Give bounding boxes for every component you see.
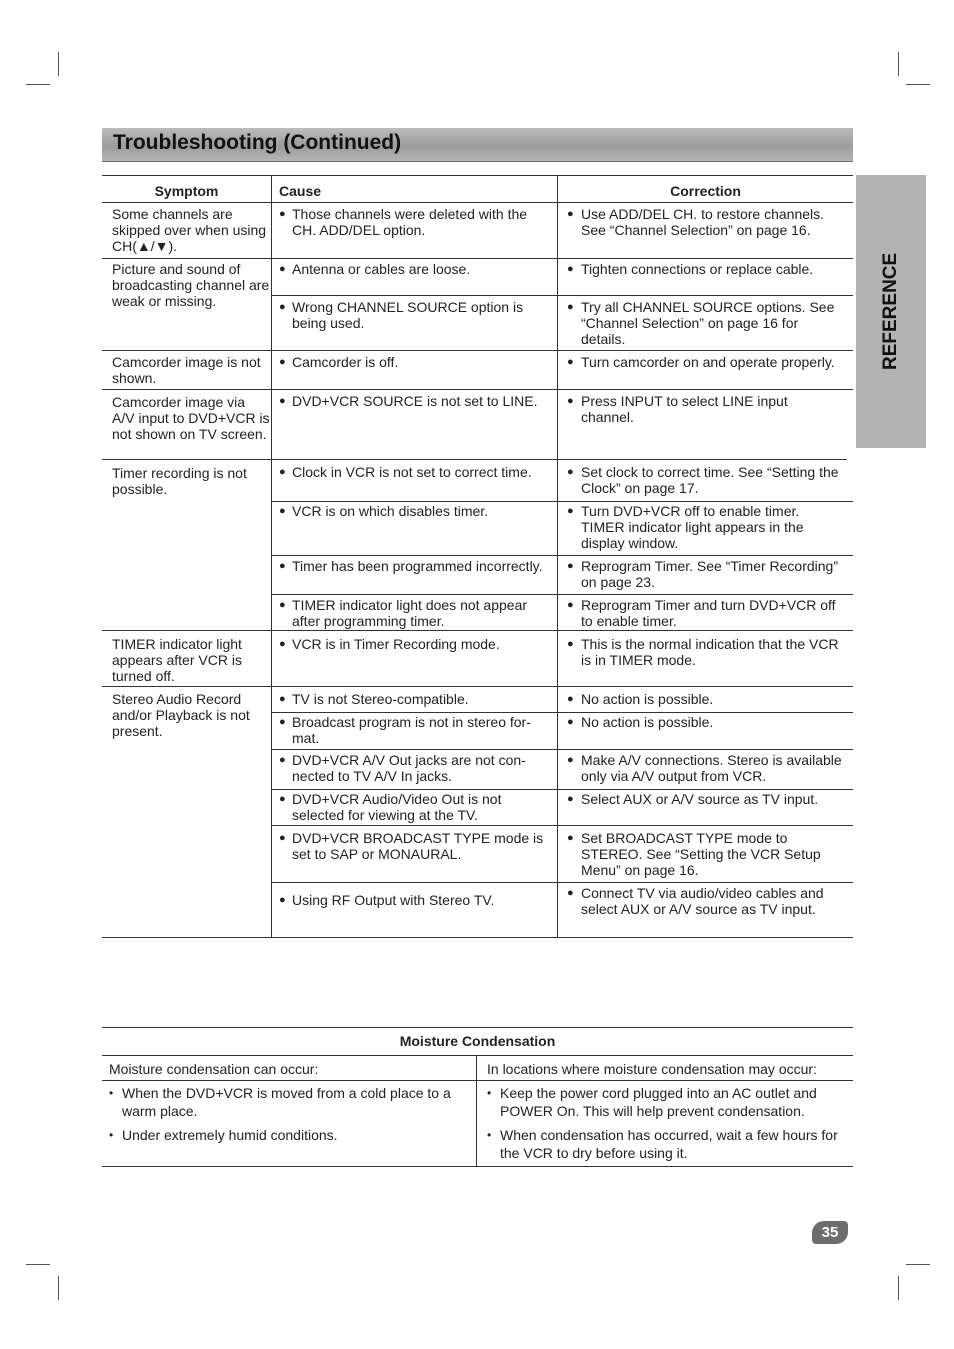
- header-cause: Cause: [279, 183, 322, 199]
- correction-cell: Try all CHANNEL SOURCE options. See “Channel Selection” on page 16 for details.: [581, 299, 835, 347]
- bullet: ●: [567, 208, 574, 220]
- cause-cell: Using RF Output with Stereo TV.: [292, 892, 495, 908]
- page-number: 35: [812, 1221, 848, 1244]
- symptom-cell: Timer recording is not possible.: [112, 465, 247, 497]
- troubleshooting-table: [102, 0, 853, 1349]
- bullet: ●: [567, 599, 574, 611]
- moisture-left-item: Under extremely humid conditions.: [122, 1127, 338, 1143]
- page-title: Troubleshooting (Continued): [113, 131, 402, 154]
- header-symptom: Symptom: [154, 183, 219, 199]
- bullet: ●: [279, 263, 286, 275]
- bullet: ●: [279, 505, 286, 517]
- symptom-cell: Stereo Audio Record and/or Playback is not present.: [112, 691, 250, 739]
- bullet: ●: [279, 716, 286, 728]
- bullet: ●: [567, 263, 574, 275]
- cause-cell: TV is not Stereo-compatible.: [292, 691, 469, 707]
- cause-cell: TIMER indicator light does not appear after programming timer.: [292, 597, 528, 629]
- bullet: ●: [279, 208, 286, 220]
- correction-cell: Turn DVD+VCR off to enable timer. TIMER indicator light appears in the display window.: [581, 503, 804, 551]
- crop-mark: [58, 1276, 59, 1300]
- moisture-right-item: Keep the power cord plugged into an AC outlet and POWER On. This will help prevent condensation.: [500, 1085, 817, 1119]
- bullet: ●: [279, 832, 286, 844]
- moisture-right-header: In locations where moisture condensation may occur:: [487, 1061, 817, 1077]
- bullet: •: [109, 1128, 114, 1142]
- crop-mark: [906, 1264, 930, 1265]
- cause-cell: Broadcast program is not in stereo for-mat.: [292, 714, 531, 746]
- bullet: ●: [567, 638, 574, 650]
- correction-cell: Set BROADCAST TYPE mode to STEREO. See “Setting the VCR Setup Menu” on page 16.: [581, 830, 821, 878]
- bullet: ●: [567, 693, 574, 705]
- cause-cell: Wrong CHANNEL SOURCE option is being used.: [292, 299, 524, 331]
- moisture-title: Moisture Condensation: [399, 1033, 556, 1049]
- bullet: ●: [567, 887, 574, 899]
- bullet: ●: [279, 560, 286, 572]
- correction-cell: Set clock to correct time. See “Setting the Clock” on page 17.: [581, 464, 839, 496]
- correction-cell: Tighten connections or replace cable.: [581, 261, 814, 277]
- correction-cell: This is the normal indication that the VCR is in TIMER mode.: [581, 636, 839, 668]
- cause-cell: Those channels were deleted with the CH. ADD/DEL option.: [292, 206, 528, 238]
- crop-mark: [26, 1264, 50, 1265]
- correction-cell: Press INPUT to select LINE input channel.: [581, 393, 788, 425]
- section-tab: [856, 175, 926, 448]
- bullet: ●: [279, 793, 286, 805]
- crop-mark: [26, 84, 50, 85]
- bullet: ●: [567, 301, 574, 313]
- symptom-cell: TIMER indicator light appears after VCR is turned off.: [112, 636, 242, 684]
- cause-cell: VCR is on which disables timer.: [292, 503, 489, 519]
- bullet: ●: [279, 356, 286, 368]
- bullet: ●: [567, 356, 574, 368]
- bullet: ●: [567, 754, 574, 766]
- crop-mark: [898, 52, 899, 76]
- bullet: ●: [279, 301, 286, 313]
- bullet: ●: [567, 466, 574, 478]
- symptom-cell: Camcorder image via A/V input to DVD+VCR is not shown on TV screen.: [112, 394, 270, 442]
- bullet: ●: [279, 638, 286, 650]
- bullet: •: [487, 1128, 492, 1142]
- cause-cell: DVD+VCR BROADCAST TYPE mode is set to SAP or MONAURAL.: [292, 830, 544, 862]
- cause-cell: DVD+VCR SOURCE is not set to LINE.: [292, 393, 538, 409]
- bullet: •: [487, 1086, 492, 1100]
- header-correction: Correction: [670, 183, 741, 199]
- section-tab-label: REFERENCE: [880, 252, 901, 370]
- bullet: ●: [567, 560, 574, 572]
- moisture-right-item: When condensation has occurred, wait a few hours for the VCR to dry before using it.: [500, 1127, 838, 1161]
- moisture-left-item: When the DVD+VCR is moved from a cold place to a warm place.: [122, 1085, 451, 1119]
- correction-cell: Make A/V connections. Stereo is available only via A/V output from VCR.: [581, 752, 842, 784]
- cause-cell: Antenna or cables are loose.: [292, 261, 471, 277]
- bullet: ●: [567, 832, 574, 844]
- cause-cell: Timer has been programmed incorrectly.: [292, 558, 543, 574]
- bullet: ●: [567, 395, 574, 407]
- bullet: ●: [279, 395, 286, 407]
- correction-cell: Reprogram Timer. See “Timer Recording” on page 23.: [581, 558, 839, 590]
- cause-cell: Clock in VCR is not set to correct time.: [292, 464, 532, 480]
- correction-cell: Reprogram Timer and turn DVD+VCR off to enable timer.: [581, 597, 836, 629]
- crop-mark: [58, 52, 59, 76]
- crop-mark: [906, 84, 930, 85]
- symptom-cell: Camcorder image is not shown.: [112, 354, 261, 386]
- correction-cell: No action is possible.: [581, 691, 714, 707]
- correction-cell: Use ADD/DEL CH. to restore channels. See “Channel Selection” on page 16.: [581, 206, 825, 238]
- bullet: ●: [279, 693, 286, 705]
- bullet: ●: [279, 894, 286, 906]
- bullet: ●: [567, 505, 574, 517]
- bullet: ●: [279, 466, 286, 478]
- correction-cell: Turn camcorder on and operate properly.: [581, 354, 835, 370]
- correction-cell: Select AUX or A/V source as TV input.: [581, 791, 819, 807]
- bullet: ●: [567, 793, 574, 805]
- cause-cell: DVD+VCR A/V Out jacks are not con-nected to TV A/V In jacks.: [292, 752, 526, 784]
- correction-cell: Connect TV via audio/video cables and select AUX or A/V source as TV input.: [581, 885, 824, 917]
- crop-mark: [898, 1276, 899, 1300]
- moisture-left-header: Moisture condensation can occur:: [109, 1061, 319, 1077]
- cause-cell: DVD+VCR Audio/Video Out is not selected for viewing at the TV.: [292, 791, 502, 823]
- symptom-cell: Picture and sound of broadcasting channel are weak or missing.: [112, 261, 270, 309]
- cause-cell: Camcorder is off.: [292, 354, 399, 370]
- bullet: •: [109, 1086, 114, 1100]
- bullet: ●: [279, 599, 286, 611]
- symptom-cell: Some channels are skipped over when using CH(▲/▼).: [112, 206, 267, 254]
- cause-cell: VCR is in Timer Recording mode.: [292, 636, 500, 652]
- correction-cell: No action is possible.: [581, 714, 714, 730]
- bullet: ●: [279, 754, 286, 766]
- bullet: ●: [567, 716, 574, 728]
